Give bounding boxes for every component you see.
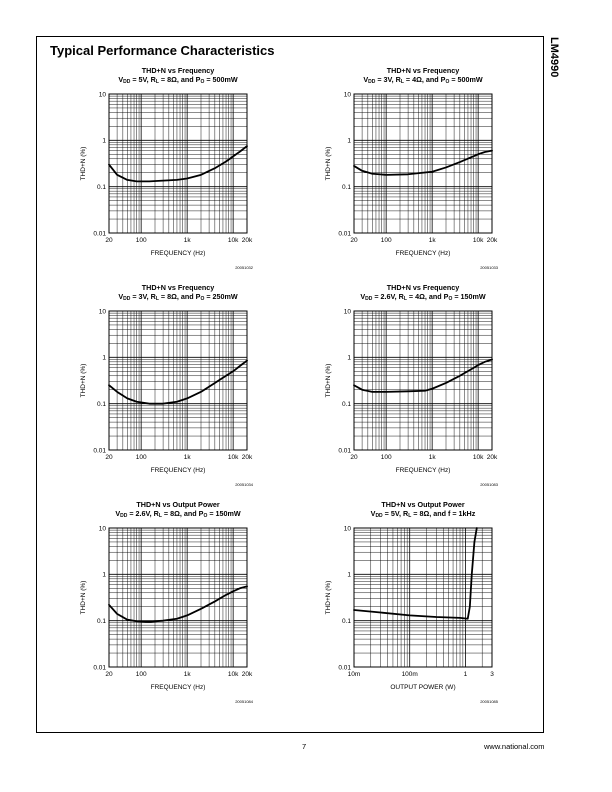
- chart-0-xtick-label: 20: [105, 237, 113, 244]
- chart-4-ylabel: THD+N (%): [80, 580, 87, 615]
- chart-1-ytick-label: 0.1: [341, 183, 351, 191]
- chart-3-figure-id: 20051083: [480, 482, 498, 487]
- chart-4-xtick-label: 100: [135, 671, 147, 678]
- chart-4-ytick-label: 1: [102, 571, 106, 579]
- chart-4-xtick-label: 20: [105, 671, 113, 678]
- chart-1-xlabel: FREQUENCY (Hz): [395, 250, 451, 257]
- chart-1-title-block: [328, 66, 518, 87]
- chart-0-subtitle: [83, 75, 273, 87]
- chart-2-subtitle-part: L: [155, 296, 159, 302]
- chart-5-subtitle-part: = 8Ω, and f = 1kHz: [411, 509, 476, 518]
- chart-0-xtick-label: 20k: [241, 237, 253, 244]
- chart-0-ytick-label: 1: [102, 137, 106, 145]
- chart-2-figure-id: 20051034: [235, 482, 253, 487]
- chart-1-subtitle-part: = 4Ω, and P: [403, 75, 446, 84]
- page-number: 7: [302, 742, 307, 751]
- chart-5-subtitle: [328, 509, 518, 521]
- chart-1-ytick-label: 0.01: [338, 230, 351, 238]
- chart-5-xtick-label: 3: [490, 671, 494, 678]
- chart-3-subtitle-part: = 2.6V, R: [372, 292, 404, 301]
- chart-2-subtitle: [83, 292, 273, 304]
- chart-2-title-block: [83, 283, 273, 304]
- chart-3-xtick-label: 10k: [472, 454, 484, 461]
- chart-0-subtitle-part: L: [155, 79, 159, 85]
- chart-3-subtitle-part: O: [448, 296, 453, 302]
- chart-2-xlabel: FREQUENCY (Hz): [150, 467, 206, 474]
- chart-5-xtick-label: 1: [463, 671, 468, 678]
- chart-4-subtitle-part: = 150mW: [207, 509, 241, 518]
- chart-0-ytick-label: 0.01: [93, 230, 106, 238]
- chart-1-subtitle-part: = 500mW: [449, 75, 483, 84]
- chart-1-subtitle-part: V: [363, 75, 369, 84]
- website-link[interactable]: www.national.com: [484, 742, 545, 751]
- chart-2-subtitle-part: O: [200, 296, 205, 302]
- page-frame: [36, 36, 544, 733]
- chart-2-title: THD+N vs Frequency: [141, 283, 215, 292]
- chart-2-xtick-label: 10k: [227, 454, 239, 461]
- chart-3-subtitle: [328, 292, 518, 304]
- chart-4-subtitle-part: L: [158, 513, 162, 519]
- chart-3-xtick-label: 20: [350, 454, 358, 461]
- chart-0-subtitle-part: DD: [123, 79, 131, 85]
- chart-5-title-block: [328, 500, 518, 521]
- chart-3-xtick-label: 1k: [428, 454, 436, 461]
- chart-3-title: THD+N vs Frequency: [386, 283, 460, 292]
- chart-4-subtitle-part: = 2.6V, R: [127, 509, 159, 518]
- chart-3-xtick-label: 20k: [486, 454, 498, 461]
- chart-0-subtitle-part: = 8Ω, and P: [158, 75, 201, 84]
- chart-1-xtick-label: 1k: [428, 237, 436, 244]
- chart-4-subtitle-part: V: [115, 509, 121, 518]
- chart-2-subtitle-part: = 250mW: [204, 292, 238, 301]
- chart-4-subtitle-part: DD: [120, 513, 128, 519]
- chart-1-ylabel: THD+N (%): [325, 146, 332, 181]
- chart-2-subtitle-part: = 8Ω, and P: [158, 292, 201, 301]
- chart-0-xtick-label: 100: [135, 237, 147, 244]
- chart-5-ylabel: THD+N (%): [325, 580, 332, 615]
- chart-1-subtitle: [328, 75, 518, 87]
- chart-3-xlabel: FREQUENCY (Hz): [395, 467, 451, 474]
- chart-1-subtitle-part: L: [400, 79, 404, 85]
- chart-1-ytick-label: 10: [343, 91, 351, 99]
- chart-4-xtick-label: 1k: [183, 671, 191, 678]
- chart-4-ytick-label: 0.01: [93, 664, 106, 672]
- chart-3-subtitle-part: = 150mW: [452, 292, 486, 301]
- chart-1-subtitle-part: = 3V, R: [375, 75, 401, 84]
- chart-5-ytick-label: 0.01: [338, 664, 351, 672]
- chart-0-subtitle-part: O: [200, 79, 205, 85]
- chart-0-title-block: [83, 66, 273, 87]
- section-title: Typical Performance Characteristics: [50, 43, 275, 58]
- chart-4-subtitle-part: = 8Ω, and P: [161, 509, 204, 518]
- chart-5-figure-id: 20051085: [480, 699, 498, 704]
- chart-3-subtitle-part: V: [360, 292, 366, 301]
- chart-1-xtick-label: 20: [350, 237, 358, 244]
- chart-0-subtitle-part: = 500mW: [204, 75, 238, 84]
- chart-4-title-block: [83, 500, 273, 521]
- chart-3-ylabel: THD+N (%): [325, 363, 332, 398]
- chart-5-ytick-label: 10: [343, 525, 351, 533]
- chart-4-xlabel: FREQUENCY (Hz): [150, 684, 206, 691]
- chart-4-title: THD+N vs Output Power: [136, 500, 220, 509]
- chart-2-ytick-label: 10: [98, 308, 106, 316]
- chart-2-xtick-label: 20k: [241, 454, 253, 461]
- chart-4-figure-id: 20051084: [235, 699, 253, 704]
- chart-3-subtitle-part: = 4Ω, and P: [406, 292, 449, 301]
- chart-2-ylabel: THD+N (%): [80, 363, 87, 398]
- chart-2-subtitle-part: DD: [123, 296, 131, 302]
- chart-1-figure-id: 20051033: [480, 265, 498, 270]
- chart-0-subtitle-part: = 5V, R: [130, 75, 156, 84]
- chart-4-subtitle: [83, 509, 273, 521]
- chart-4-xtick-label: 10k: [227, 671, 239, 678]
- chart-1-title: THD+N vs Frequency: [386, 66, 460, 75]
- chart-1-subtitle-part: O: [445, 79, 450, 85]
- chart-3-subtitle-part: DD: [365, 296, 373, 302]
- chart-5-ytick-label: 0.1: [341, 617, 351, 625]
- chart-4-ytick-label: 10: [98, 525, 106, 533]
- chart-0-ytick-label: 10: [98, 91, 106, 99]
- chart-0-figure-id: 20051032: [235, 265, 253, 270]
- chart-4-xtick-label: 20k: [241, 671, 253, 678]
- chart-3-ytick-label: 0.1: [341, 400, 351, 408]
- chart-5-subtitle-part: V: [370, 509, 376, 518]
- chart-5-xtick-label: 10m: [347, 671, 361, 678]
- chart-5-xlabel: OUTPUT POWER (W): [390, 684, 456, 691]
- chart-1-xtick-label: 20k: [486, 237, 498, 244]
- chart-5-subtitle-part: DD: [375, 513, 383, 519]
- chart-0-title: THD+N vs Frequency: [141, 66, 215, 75]
- chart-3-title-block: [328, 283, 518, 304]
- chart-2-xtick-label: 1k: [183, 454, 191, 461]
- chart-3-ytick-label: 1: [347, 354, 351, 362]
- chart-2-subtitle-part: = 3V, R: [130, 292, 156, 301]
- chart-3-ytick-label: 0.01: [338, 447, 351, 455]
- chart-0-ylabel: THD+N (%): [80, 146, 87, 181]
- chart-2-ytick-label: 1: [102, 354, 106, 362]
- chart-0-xtick-label: 1k: [183, 237, 191, 244]
- chart-4-subtitle-part: O: [203, 513, 208, 519]
- chart-5-subtitle-part: = 5V, R: [382, 509, 409, 518]
- chart-3-xtick-label: 100: [380, 454, 392, 461]
- chart-1-ytick-label: 1: [347, 137, 351, 145]
- chart-1-xtick-label: 10k: [472, 237, 484, 244]
- part-number: LM4990: [548, 37, 560, 78]
- chart-2-xtick-label: 20: [105, 454, 113, 461]
- chart-2-ytick-label: 0.1: [96, 400, 106, 408]
- chart-3-ytick-label: 10: [343, 308, 351, 316]
- chart-5-xtick-label: 100m: [401, 671, 418, 678]
- chart-0-ytick-label: 0.1: [96, 183, 106, 191]
- chart-2-xtick-label: 100: [135, 454, 147, 461]
- chart-3-subtitle-part: L: [403, 296, 407, 302]
- chart-2-ytick-label: 0.01: [93, 447, 106, 455]
- chart-0-xlabel: FREQUENCY (Hz): [150, 250, 206, 257]
- chart-2-subtitle-part: V: [118, 292, 124, 301]
- chart-1-xtick-label: 100: [380, 237, 392, 244]
- chart-0-xtick-label: 10k: [227, 237, 239, 244]
- chart-1-subtitle-part: DD: [368, 79, 376, 85]
- chart-5-ytick-label: 1: [347, 571, 351, 579]
- chart-0-subtitle-part: V: [118, 75, 124, 84]
- chart-5-title: THD+N vs Output Power: [381, 500, 465, 509]
- chart-4-ytick-label: 0.1: [96, 617, 106, 625]
- chart-5-subtitle-part: L: [408, 513, 412, 519]
